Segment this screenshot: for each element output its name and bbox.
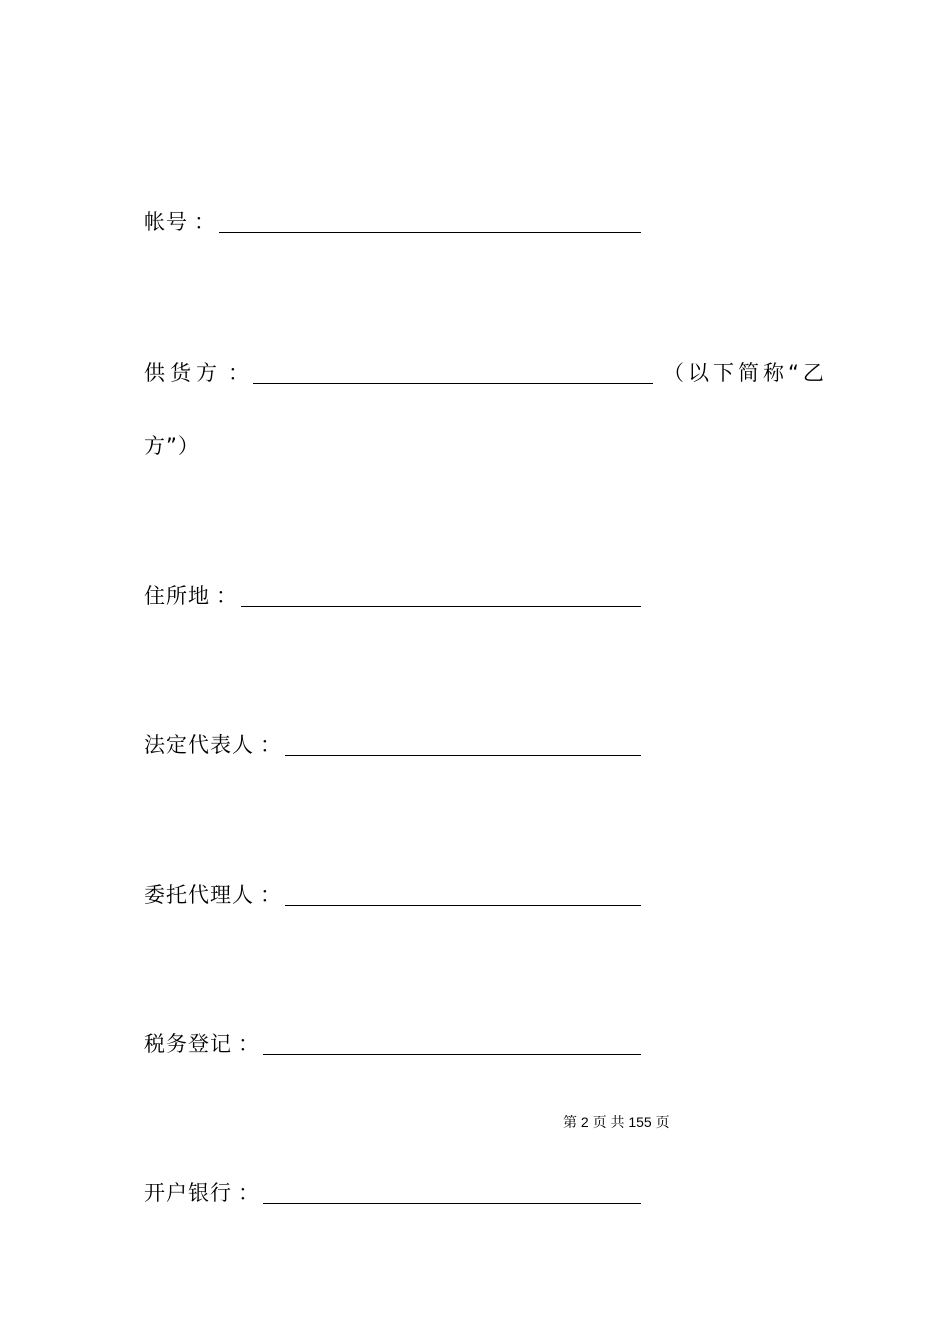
bank-label: 开户银行 xyxy=(144,1181,232,1205)
supplier-suffix: （以下简称“乙 xyxy=(663,361,828,385)
agent-blank-line[interactable] xyxy=(285,881,641,906)
page-number-footer: 第 2 页 共 155 页 xyxy=(563,1114,670,1130)
supplier-colon: ： xyxy=(228,361,249,385)
tax-reg-row xyxy=(144,1030,641,1058)
tax-reg-colon: ： xyxy=(238,1032,259,1056)
bank-colon: ： xyxy=(238,1181,259,1205)
legal-rep-row xyxy=(144,731,641,759)
address-blank-line[interactable] xyxy=(241,582,641,607)
address-colon: ： xyxy=(216,584,237,608)
legal-rep-label: 法定代表人 xyxy=(144,733,254,757)
bank-blank-line[interactable] xyxy=(263,1179,641,1204)
account-colon: ： xyxy=(194,210,215,234)
account-label: 帐号 xyxy=(144,210,188,234)
legal-rep-colon: ： xyxy=(260,733,281,757)
supplier-suffix-continuation: 方”） xyxy=(144,434,200,458)
tax-reg-blank-line[interactable] xyxy=(263,1030,641,1055)
tax-reg-label: 税务登记 xyxy=(144,1032,232,1056)
agent-row xyxy=(144,881,641,909)
account-blank-line[interactable] xyxy=(219,208,641,233)
bank-row xyxy=(144,1179,641,1207)
agent-colon: ： xyxy=(260,883,281,907)
address-row xyxy=(144,582,641,610)
supplier-label: 供货方 xyxy=(144,361,222,385)
legal-rep-blank-line[interactable] xyxy=(285,731,641,756)
supplier-row xyxy=(144,359,828,387)
address-label: 住所地 xyxy=(144,584,210,608)
supplier-blank-line[interactable] xyxy=(253,359,653,384)
account-row xyxy=(144,208,641,236)
agent-label: 委托代理人 xyxy=(144,883,254,907)
